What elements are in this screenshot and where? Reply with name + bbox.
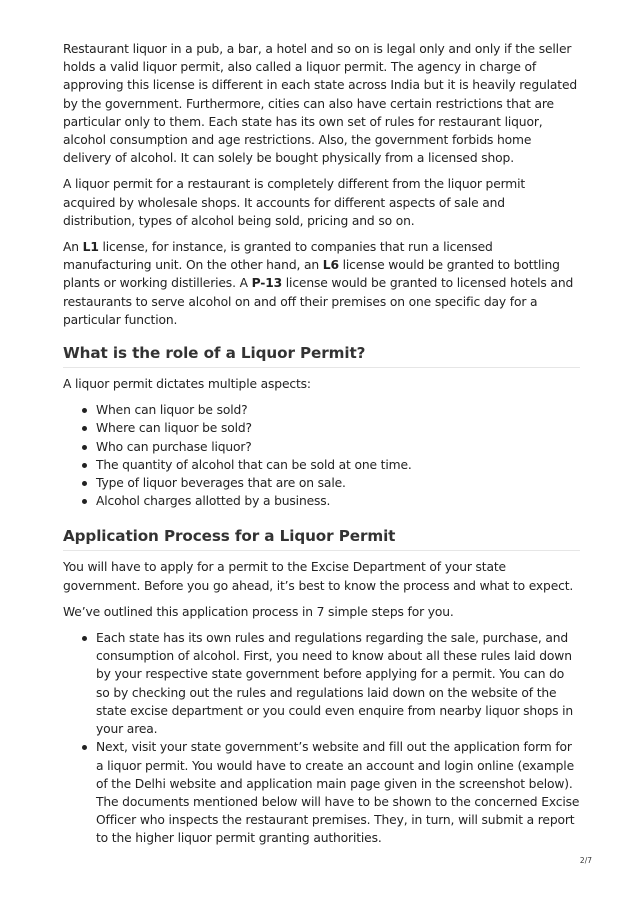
- text-span: license would be granted to bottling plants or working distilleries. A: [63, 258, 560, 291]
- process-paragraph-1: You will have to apply for a permit to the Excise Department of your state government. Before you go ahead, it’s best to know the process and what to expect.: [63, 560, 574, 593]
- license-p13: P-13: [251, 276, 283, 291]
- list-item: Type of liquor beverages that are on sale.: [96, 474, 580, 492]
- page-number: 2/7: [579, 856, 592, 865]
- text-span: An: [63, 240, 83, 255]
- list-item: Who can purchase liquor?: [96, 438, 580, 456]
- text-span: license would be granted to licensed hotels and restaurants to serve alcohol on and off their premises on one specific day for a particular function.: [63, 276, 574, 327]
- license-l1: L1: [82, 240, 99, 255]
- process-heading: Application Process for a Liquor Permit: [63, 526, 580, 551]
- list-item: The quantity of alcohol that can be sold at one time.: [96, 456, 580, 474]
- list-item: Where can liquor be sold?: [96, 419, 580, 437]
- intro-paragraph-3: [63, 238, 580, 329]
- role-heading: What is the role of a Liquor Permit?: [63, 343, 580, 368]
- list-item: Each state has its own rules and regulations regarding the sale, purchase, and consumption of alcohol. First, you need to know about all these rules laid down by your respective state government before applying for a permit. You can do so by checking out the rules and regulations laid down on the website of the state excise department or you could even enquire from nearby liquor shops in your area.: [96, 629, 580, 738]
- document-page: [63, 40, 580, 856]
- list-item: Alcohol charges allotted by a business.: [96, 492, 580, 510]
- intro-paragraph-2: A liquor permit for a restaurant is completely different from the liquor permit acquired by wholesale shops. It accounts for different aspects of sale and distribution, types of alcohol being sold, pricing and so on.: [63, 177, 526, 228]
- role-list: [63, 401, 580, 510]
- role-lead: A liquor permit dictates multiple aspects:: [63, 377, 311, 392]
- process-steps-list: [63, 629, 580, 847]
- license-l6: L6: [322, 258, 339, 273]
- intro-paragraph-1: Restaurant liquor in a pub, a bar, a hotel and so on is legal only and only if the seller holds a valid liquor permit, also called a liquor permit. The agency in charge of approving this license is different in each state across India but it is heavily regulated by the government. Furthermore, cities can also have certain restrictions that are particular only to them. Each state has its own set of rules for restaurant liquor, alcohol consumption and age restrictions. Also, the government forbids home delivery of alcohol. It can solely be bought physically from a licensed shop.: [63, 42, 578, 166]
- list-item: When can liquor be sold?: [96, 401, 580, 419]
- text-span: license, for instance, is granted to companies that run a licensed manufacturing unit. On the other hand, an: [63, 240, 493, 273]
- list-item: Next, visit your state government’s website and fill out the application form for a liquor permit. You would have to create an account and login online (example of the Delhi website and application main page given in the screenshot below). The documents mentioned below will have to be shown to the concerned Excise Officer who inspects the restaurant premises. They, in turn, will submit a report to the higher liquor permit granting authorities.: [96, 738, 580, 847]
- process-paragraph-2: We’ve outlined this application process in 7 simple steps for you.: [63, 604, 454, 619]
